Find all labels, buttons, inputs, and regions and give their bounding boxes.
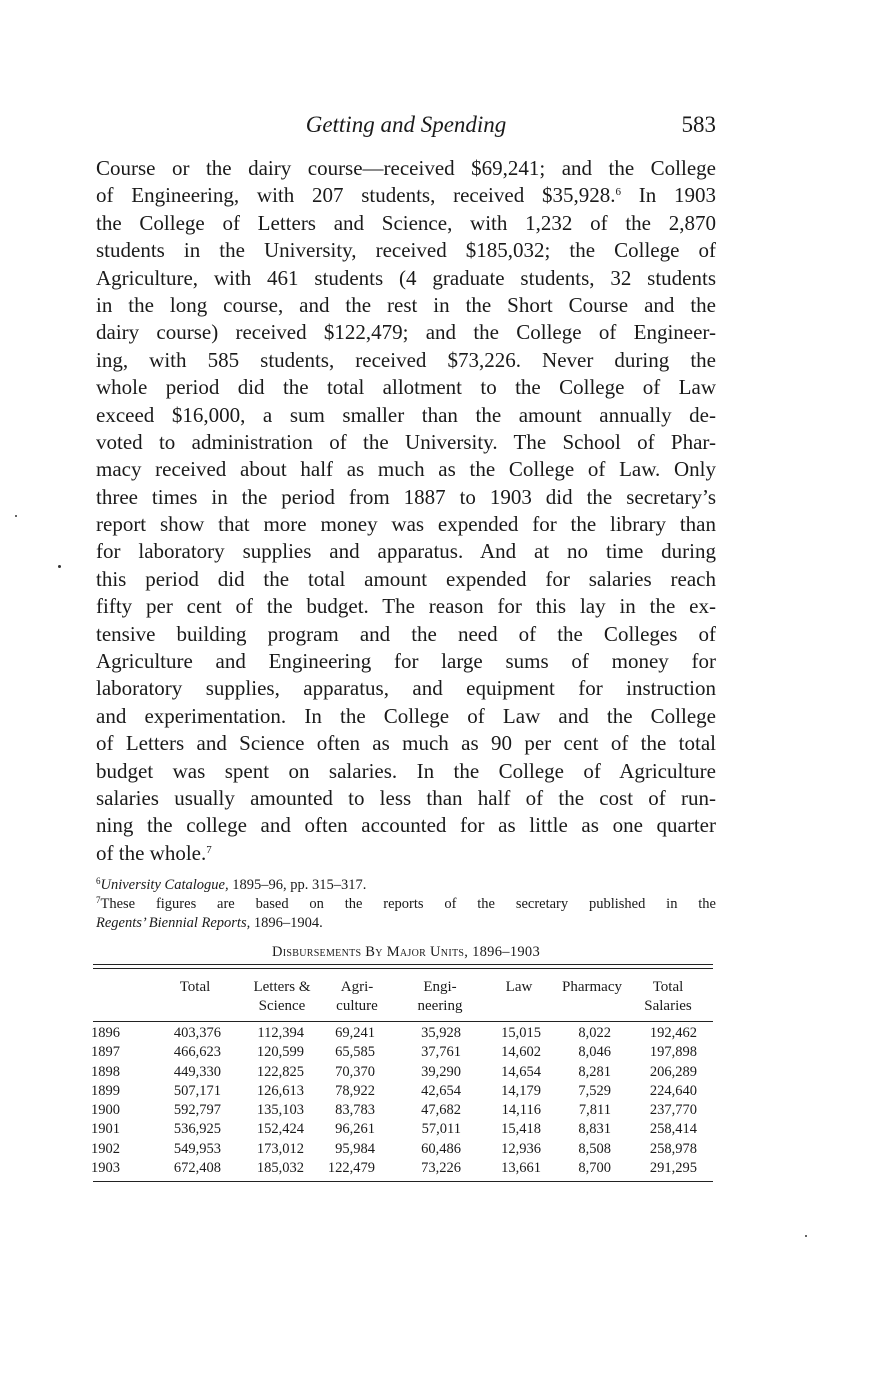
text-line-content: Agriculture, with 461 students (4 graduate students, 32 students — [96, 265, 716, 290]
footnote-mark: 7 — [96, 895, 101, 905]
amount-cell: 549,953 — [173, 1140, 221, 1157]
amount-cell: 95,984 — [335, 1140, 375, 1157]
text-line-content: laboratory supplies, apparatus, and equipment for instruction — [96, 676, 716, 701]
text-line — [96, 402, 716, 429]
amount-cell: 13,661 — [501, 1160, 541, 1177]
text-line-content: the College of Letters and Science, with 1,232 of the 2,870 — [96, 210, 716, 235]
amount-cell: 258,414 — [649, 1121, 697, 1138]
paper-speck — [15, 515, 17, 517]
amount-cell: 12,936 — [501, 1140, 541, 1157]
table-row — [0, 1102, 883, 1121]
text-line-content: three times in the period from 1887 to 1903 did the secretary’s — [96, 484, 716, 509]
amount-cell: 185,032 — [256, 1160, 304, 1177]
amount-cell: 35,928 — [421, 1025, 461, 1041]
amount-cell: 39,290 — [421, 1063, 461, 1080]
text-line — [96, 456, 716, 483]
text-line — [96, 812, 716, 839]
text-line — [96, 155, 716, 182]
text-line — [96, 237, 716, 264]
text-line — [96, 538, 716, 565]
amount-cell: 224,640 — [649, 1082, 697, 1099]
footnote-mark: 6 — [96, 876, 101, 886]
table-row — [0, 1160, 883, 1179]
table-row — [0, 1064, 883, 1083]
text-line — [96, 347, 716, 374]
amount-cell: 237,770 — [649, 1102, 697, 1119]
table-caption: Disbursements By Major Units, 1896–1903 — [271, 944, 541, 960]
paper-speck — [805, 1235, 807, 1237]
table-header-rule — [93, 1021, 713, 1022]
table-body — [0, 1025, 883, 1179]
amount-cell: 120,599 — [256, 1044, 304, 1061]
amount-cell: 152,424 — [256, 1121, 304, 1138]
footnotes — [96, 876, 716, 933]
text-line-content: ing, with 585 students, received $73,226. Never during the — [96, 347, 716, 372]
text-line — [96, 511, 716, 538]
amount-cell: 672,408 — [173, 1160, 221, 1177]
amount-cell: 78,922 — [335, 1082, 375, 1099]
column-header-line: culture — [336, 998, 378, 1014]
amount-cell: 42,654 — [421, 1082, 461, 1099]
footnote-text: These figures are based on the reports of the secretary published in the — [100, 896, 716, 912]
table-bottom-rule — [93, 1181, 713, 1182]
amount-cell: 8,831 — [578, 1121, 611, 1138]
footnote-source-title: University Catalogue, — [100, 877, 229, 893]
amount-cell: 126,613 — [256, 1082, 304, 1099]
text-line-content: tensive building program and the need of the Colleges of — [96, 621, 716, 646]
page-number: 583 — [681, 112, 716, 137]
text-line — [96, 182, 716, 209]
year-cell: 1898 — [91, 1063, 120, 1080]
body-paragraph — [96, 155, 716, 867]
amount-cell: 7,529 — [578, 1082, 611, 1099]
text-line — [96, 429, 716, 456]
table-row — [0, 1083, 883, 1102]
year-cell: 1901 — [91, 1121, 120, 1138]
amount-cell: 122,825 — [256, 1063, 304, 1080]
column-header-line: Letters & — [253, 979, 311, 995]
text-line — [96, 292, 716, 319]
column-header-line: Pharmacy — [562, 979, 622, 995]
year-cell: 1896 — [91, 1025, 120, 1041]
amount-cell: 536,925 — [173, 1121, 221, 1138]
footnote-source-title: Regents’ Biennial Reports, — [96, 915, 251, 931]
text-line — [96, 210, 716, 237]
column-header — [145, 978, 245, 1016]
amount-cell: 206,289 — [649, 1063, 697, 1080]
table-row — [0, 1025, 883, 1044]
column-header-line: Science — [258, 998, 306, 1014]
text-line — [96, 675, 716, 702]
text-line-content: this period did the total amount expended for salaries reach — [96, 566, 716, 591]
footnote-text: 1896–1904. — [250, 915, 323, 931]
text-line-content: budget was spent on salaries. In the College of Agriculture — [96, 758, 716, 783]
text-line — [96, 730, 716, 757]
text-line — [96, 374, 716, 401]
text-line — [96, 648, 716, 675]
column-header-line: neering — [417, 998, 463, 1014]
column-header — [618, 978, 718, 1016]
column-header-line: Agri- — [340, 979, 374, 995]
text-line-content: for laboratory supplies and apparatus. And at no time during — [96, 539, 716, 564]
running-header — [96, 112, 716, 142]
amount-cell: 7,811 — [578, 1102, 611, 1119]
amount-cell: 14,602 — [501, 1044, 541, 1061]
amount-cell: 192,462 — [649, 1025, 697, 1041]
table-row — [0, 1141, 883, 1160]
amount-cell: 8,046 — [578, 1044, 611, 1061]
amount-cell: 96,261 — [335, 1121, 375, 1138]
amount-cell: 57,011 — [421, 1121, 461, 1138]
text-line-content: of Engineering, with 207 students, received $35,928. — [96, 183, 616, 208]
amount-cell: 15,015 — [501, 1025, 541, 1041]
text-line-content: in the long course, and the rest in the Short Course and the — [96, 292, 716, 317]
text-line-content: and experimentation. In the College of Law and the College — [96, 703, 716, 728]
amount-cell: 60,486 — [421, 1140, 461, 1157]
text-line-content: macy received about half as much as the College of Law. Only — [96, 457, 716, 482]
amount-cell: 14,654 — [501, 1063, 541, 1080]
text-line-content: students in the University, received $185,032; the College of — [96, 238, 716, 263]
amount-cell: 8,022 — [578, 1025, 611, 1041]
year-cell: 1899 — [91, 1082, 120, 1099]
text-line-content: fifty per cent of the budget. The reason for this lay in the ex- — [96, 594, 716, 619]
amount-cell: 449,330 — [173, 1063, 221, 1080]
footnote-6 — [96, 876, 716, 895]
amount-cell: 197,898 — [649, 1044, 697, 1061]
amount-cell: 14,179 — [501, 1082, 541, 1099]
amount-cell: 135,103 — [256, 1102, 304, 1119]
footnote-reference: 6 — [615, 186, 621, 199]
amount-cell: 14,116 — [501, 1102, 541, 1119]
amount-cell: 507,171 — [173, 1082, 221, 1099]
text-line-content: of the whole. — [96, 840, 207, 865]
paper-speck — [58, 565, 61, 568]
amount-cell: 47,682 — [421, 1102, 461, 1119]
text-line — [96, 703, 716, 730]
text-line-content: dairy course) received $122,479; and the College of Engineer- — [96, 320, 716, 345]
column-header-line: Total — [652, 979, 684, 995]
amount-cell: 37,761 — [421, 1044, 461, 1061]
table-row — [0, 1044, 883, 1063]
amount-cell: 15,418 — [501, 1121, 541, 1138]
amount-cell: 83,783 — [335, 1102, 375, 1119]
footnote-7-line-2 — [96, 914, 716, 933]
text-line-content: report show that more money was expended for the library than — [96, 512, 716, 537]
column-header-line: Engi- — [423, 979, 457, 995]
amount-cell: 70,370 — [335, 1063, 375, 1080]
text-line-content: In 1903 — [620, 183, 717, 208]
footnote-text: 1895–96, pp. 315–317. — [228, 877, 367, 893]
column-header-line: Law — [505, 979, 533, 995]
text-line-content: Course or the dairy course—received $69,241; and the College — [96, 156, 716, 180]
text-line — [96, 621, 716, 648]
table-row — [0, 1121, 883, 1140]
amount-cell: 403,376 — [173, 1025, 221, 1041]
text-line-content: salaries usually amounted to less than half of the cost of run- — [96, 785, 716, 810]
amount-cell: 592,797 — [173, 1102, 221, 1119]
footnote-reference: 7 — [206, 843, 212, 856]
amount-cell: 112,394 — [257, 1025, 304, 1041]
text-line-content: ning the college and often accounted for as little as one quarter — [96, 813, 716, 838]
footnote-7-line-1 — [96, 895, 716, 914]
amount-cell: 65,585 — [335, 1044, 375, 1061]
text-line-content: exceed $16,000, a sum smaller than the amount annually de- — [96, 402, 716, 427]
text-line-content: whole period did the total allotment to the College of Law — [96, 375, 716, 400]
amount-cell: 69,241 — [335, 1025, 375, 1041]
text-line — [96, 593, 716, 620]
column-header-line — [145, 997, 245, 1016]
column-header-line: Total — [179, 979, 211, 995]
amount-cell: 8,700 — [578, 1160, 611, 1177]
year-cell: 1897 — [91, 1044, 120, 1061]
year-cell: 1902 — [91, 1140, 120, 1157]
text-line-content: Agriculture and Engineering for large sums of money for — [96, 649, 716, 674]
amount-cell: 8,281 — [578, 1063, 611, 1080]
text-line — [96, 785, 716, 812]
amount-cell: 8,508 — [578, 1140, 611, 1157]
amount-cell: 466,623 — [173, 1044, 221, 1061]
text-line — [96, 566, 716, 593]
amount-cell: 73,226 — [421, 1160, 461, 1177]
text-line — [96, 840, 716, 867]
text-line — [96, 265, 716, 292]
text-line — [96, 758, 716, 785]
text-line — [96, 319, 716, 346]
amount-cell: 122,479 — [327, 1160, 375, 1177]
amount-cell: 291,295 — [649, 1160, 697, 1177]
running-title: Getting and Spending — [305, 112, 507, 137]
year-cell: 1900 — [91, 1102, 120, 1119]
amount-cell: 173,012 — [256, 1140, 304, 1157]
amount-cell: 258,978 — [649, 1140, 697, 1157]
text-line-content: of Letters and Science often as much as 90 per cent of the total — [96, 731, 716, 756]
text-line-content: voted to administration of the University. The School of Phar- — [96, 429, 716, 454]
year-cell: 1903 — [91, 1160, 120, 1177]
text-line — [96, 484, 716, 511]
table-top-rule — [93, 964, 713, 969]
column-header-line: Salaries — [644, 998, 692, 1014]
